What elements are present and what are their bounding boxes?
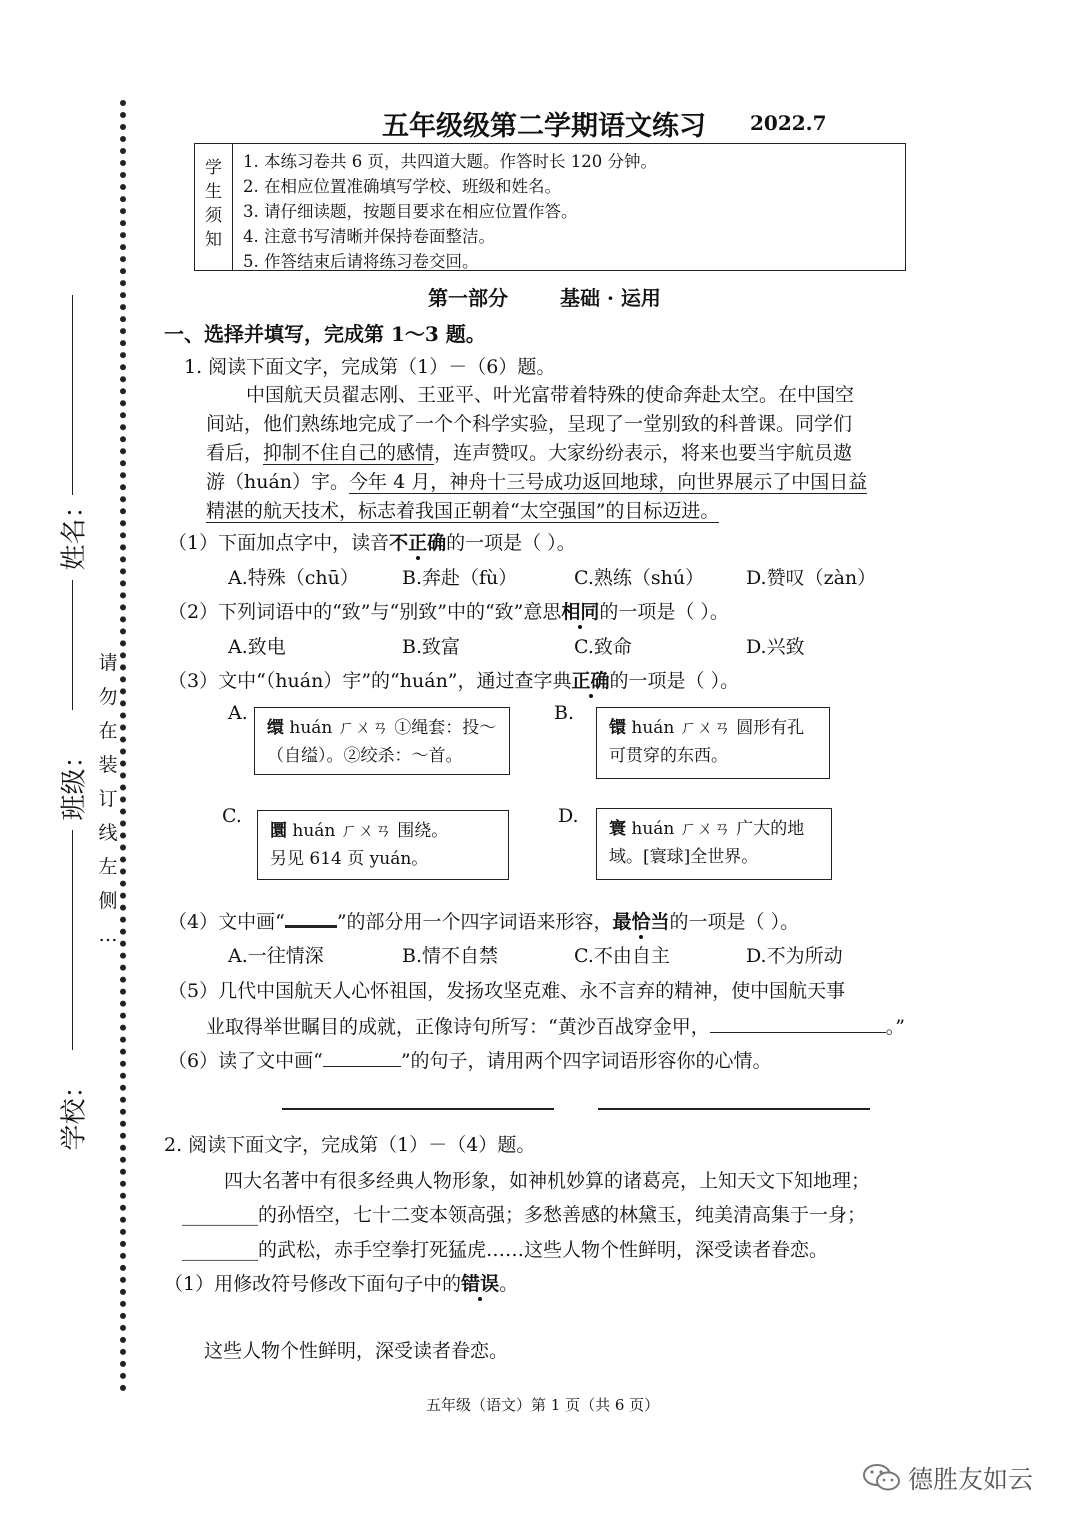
q1-sub2: （2）下列词语中的“致”与“别致”中的“致”意思相同的一项是（ ）。 xyxy=(168,601,729,623)
option: B.奔赴（fù） xyxy=(402,567,518,589)
underlined-sentence: 精湛的航天技术，标志着我国正朝着“太空强国”的目标迈进。 xyxy=(206,500,720,522)
q1-sub3: （3）文中“（huán）宇”的“huán”，通过查字典正确的一项是（ ）。 xyxy=(168,670,740,692)
notice-item: 1. 本练习卷共 6 页，共四道大题。作答时长 120 分钟。 xyxy=(243,152,657,171)
section-heading: 一、选择并填写，完成第 1～3 题。 xyxy=(164,322,486,346)
key-word: 不正确 xyxy=(389,532,447,554)
part-subtitle: 基础 · 运用 xyxy=(560,286,661,310)
q1-sub5-line: （5）几代中国航天人心怀祖国，发扬攻坚克难、永不言弃的精神，使中国航天事 xyxy=(168,980,846,1002)
q1-passage-line: 中国航天员翟志刚、王亚平、叶光富带着特殊的使命奔赴太空。在中国空 xyxy=(246,384,855,406)
option: B.致富 xyxy=(402,636,461,658)
q2-passage-line: ________的孙悟空，七十二变本领高强；多愁善感的林黛玉，纯美清高集于一身； xyxy=(182,1204,867,1226)
q2-sentence: 这些人物个性鲜明，深受读者眷恋。 xyxy=(204,1340,509,1362)
exam-date: 2022.7 xyxy=(750,111,827,135)
binding-note-char: 线 xyxy=(98,822,118,844)
option: B.情不自禁 xyxy=(402,945,499,967)
class-line-lower xyxy=(72,830,73,1050)
part-title: 第一部分 xyxy=(428,286,508,310)
page-footer: 五年级（语文）第 1 页（共 6 页） xyxy=(426,1396,660,1414)
class-label: 班级： xyxy=(59,742,90,821)
q1-passage-line: 间站，他们熟练地完成了一个个科学实验，呈现了一堂别致的科普课。同学们 xyxy=(206,413,853,435)
key-word: 正确 xyxy=(571,670,610,692)
notice-side-label: 学 生 须 知 xyxy=(195,144,233,270)
option-label: D. xyxy=(558,805,579,827)
option: A.一往情深 xyxy=(228,945,324,967)
binding-note-char: 勿 xyxy=(98,686,118,708)
binding-note-char: 订 xyxy=(98,788,118,810)
option-label: A. xyxy=(228,702,248,724)
answer-line[interactable] xyxy=(598,1108,870,1110)
wechat-icon xyxy=(862,1462,902,1500)
key-word: 错误 xyxy=(461,1273,500,1295)
option: C.熟练（shú） xyxy=(574,567,705,589)
q1-sub1: （1）下面加点字中，读音不正确的一项是（ ）。 xyxy=(168,532,576,554)
binding-note-char: 侧 xyxy=(98,890,118,912)
option: A.致电 xyxy=(228,636,286,658)
binding-note-char: 装 xyxy=(98,754,118,776)
class-line-upper xyxy=(72,580,73,710)
option: D.兴致 xyxy=(746,636,805,658)
option-label: B. xyxy=(554,702,575,724)
binding-note-char: 在 xyxy=(98,720,118,742)
option: C.不由自主 xyxy=(574,945,670,967)
notice-box xyxy=(194,143,906,271)
q2-passage-line: 四大名著中有很多经典人物形象，如神机妙算的诸葛亮，上知天文下知地理； xyxy=(224,1170,871,1192)
q1-passage-line: 看后，抑制不住自己的感情，连声赞叹。大家纷纷表示，将来也要当宇航员遨 xyxy=(206,442,853,464)
q1-sub6: （6）读了文中画“ ”的句子，请用两个四字词语形容你的心情。 xyxy=(168,1050,772,1072)
q1-intro: 1. 阅读下面文字，完成第（1）－（6）题。 xyxy=(184,356,556,378)
q2-sub1: （1）用修改符号修改下面句子中的错误。 xyxy=(164,1273,519,1295)
page-title: 五年级级第二学期语文练习 xyxy=(382,111,706,142)
underlined-phrase: 抑制不住自己的感情 xyxy=(263,442,435,464)
option-label: C. xyxy=(222,805,242,827)
key-word: 相同 xyxy=(561,601,600,623)
q1-passage-line: 游（huán）宇。今年 4 月，神舟十三号成功返回地球，向世界展示了中国日益 xyxy=(206,471,868,493)
underline-sample xyxy=(323,1066,401,1067)
option: D.赞叹（zàn） xyxy=(746,567,877,589)
key-word: 最恰当 xyxy=(612,911,670,933)
binding-dotted-line xyxy=(120,100,126,1392)
option: D.不为所动 xyxy=(746,945,843,967)
underline-sample xyxy=(285,925,337,928)
notice-item: 4. 注意书写清晰并保持卷面整洁。 xyxy=(243,227,495,246)
notice-item: 2. 在相应位置准确填写学校、班级和姓名。 xyxy=(243,177,561,196)
q1-sub4: （4）文中画“ ”的部分用一个四字词语来形容，最恰当的一项是（ ）。 xyxy=(168,911,800,933)
answer-blank[interactable] xyxy=(710,1032,886,1033)
notice-item: 3. 请仔细读题，按题目要求在相应位置作答。 xyxy=(243,202,578,221)
binding-note-char: 左 xyxy=(98,856,118,878)
answer-line[interactable] xyxy=(282,1108,554,1110)
binding-note-char: 请 xyxy=(98,652,118,674)
binding-note xyxy=(96,646,120,952)
binding-note-char: … xyxy=(98,924,118,946)
option: C.致命 xyxy=(574,636,632,658)
option: A.特殊（chū） xyxy=(228,567,359,589)
q2-intro: 2. 阅读下面文字，完成第（1）－（4）题。 xyxy=(164,1134,536,1156)
q1-passage-line xyxy=(206,496,719,523)
dictionary-entry: 圜 huán ㄏㄨㄢ 围绕。 另见 614 页 yuán。 xyxy=(257,810,509,880)
name-line xyxy=(72,295,73,495)
q2-passage-line: ________的武松，赤手空拳打死猛虎……这些人物个性鲜明，深受读者眷恋。 xyxy=(182,1239,829,1261)
dictionary-entry: 镮 huán ㄏㄨㄢ 圆形有孔 可贯穿的东西。 xyxy=(596,707,830,779)
school-label: 学校： xyxy=(59,1072,90,1151)
watermark: 德胜友如云 xyxy=(862,1460,1033,1500)
underlined-sentence: 今年 4 月，神舟十三号成功返回地球，向世界展示了中国日益 xyxy=(349,471,868,493)
name-label: 姓名： xyxy=(59,492,90,571)
notice-item: 5. 作答结束后请将练习卷交回。 xyxy=(243,252,479,271)
dictionary-entry: 寰 huán ㄏㄨㄢ 广大的地 域。[寰球]全世界。 xyxy=(596,808,832,880)
dictionary-entry: 缳 huán ㄏㄨㄢ ①绳套：投～ （自缢）。②绞杀：～首。 xyxy=(254,707,510,775)
q1-sub5-line: 业取得举世瞩目的成就，正像诗句所写：“黄沙百战穿金甲， 。” xyxy=(206,1016,905,1038)
